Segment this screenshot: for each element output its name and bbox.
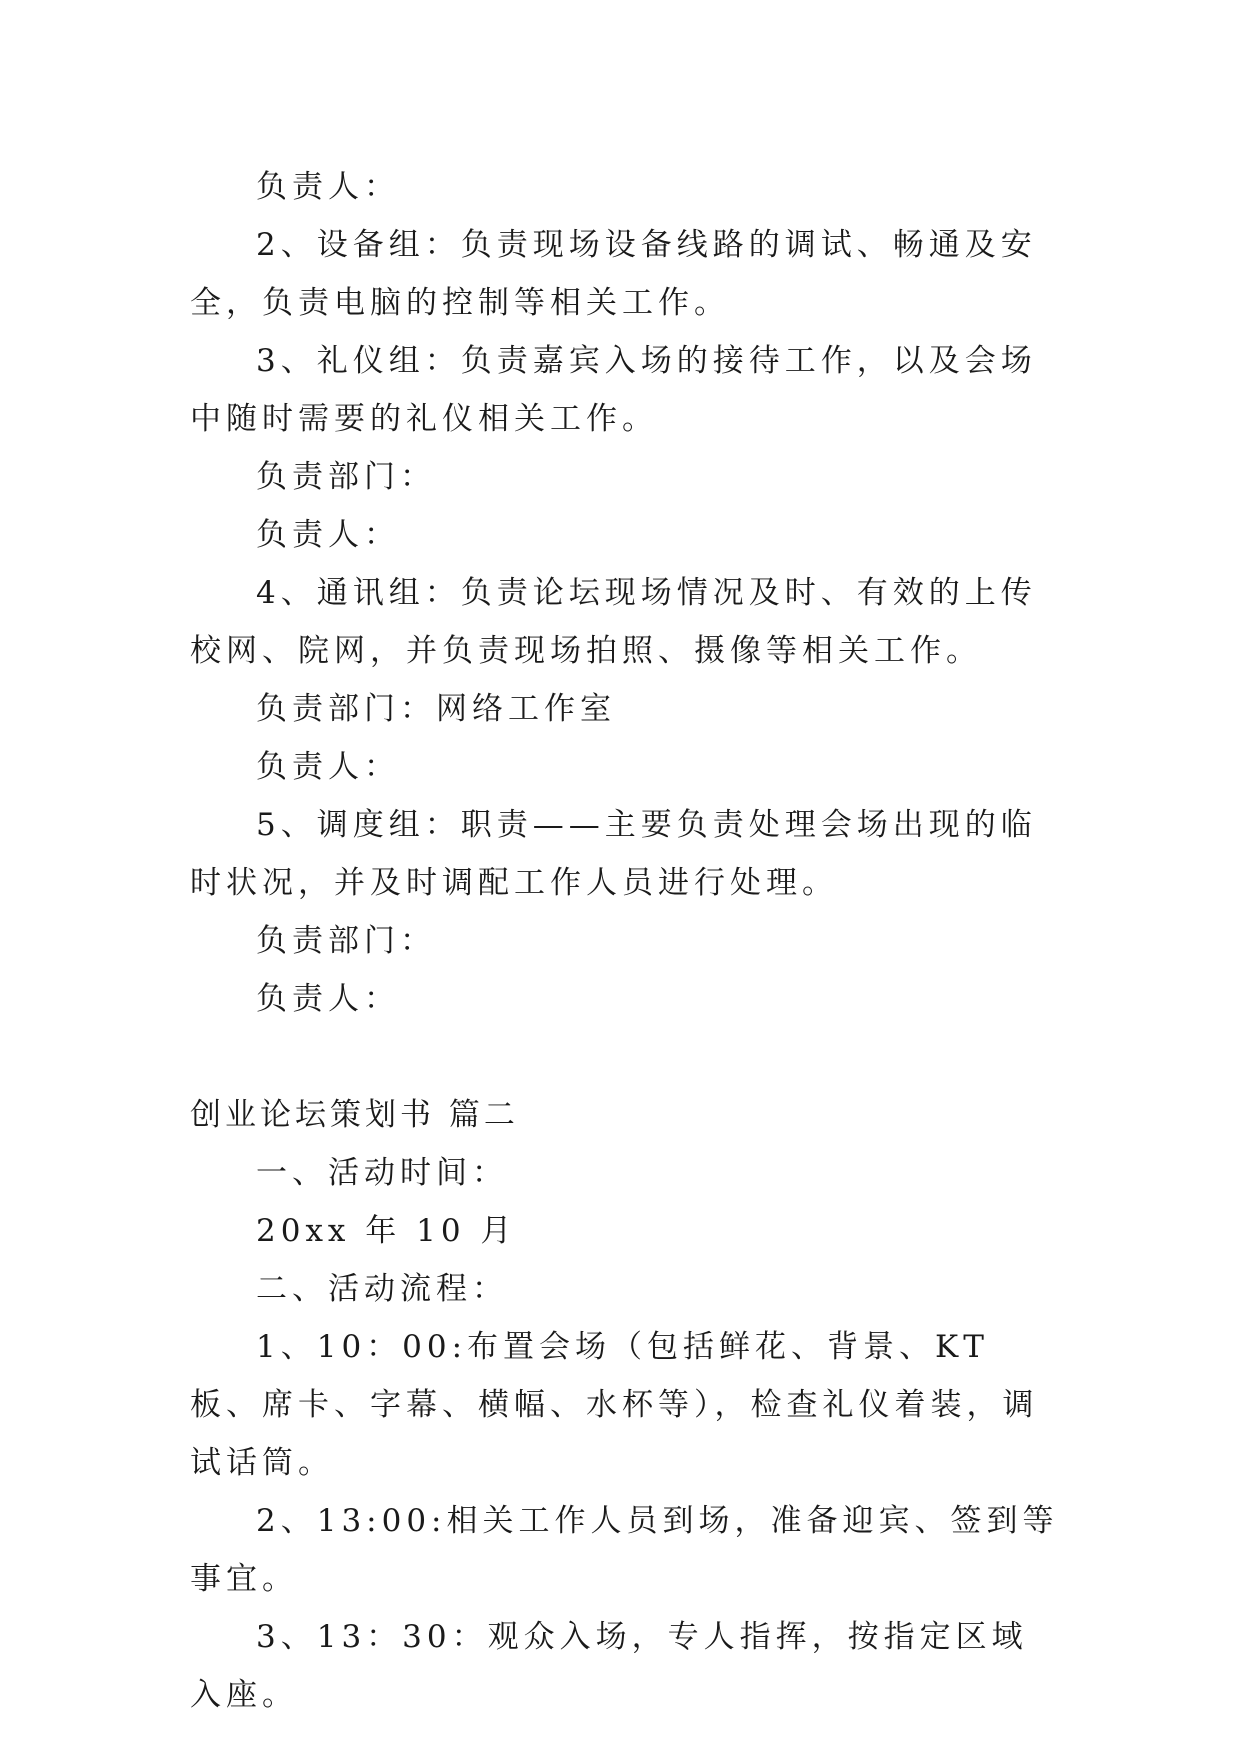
section-spacer	[190, 1028, 1060, 1086]
paragraph-responsible-department: 负责部门：	[256, 923, 436, 959]
paragraph-process-step-3: 3、13：30：观众入场，专人指挥，按指定区域入座。	[190, 1619, 1028, 1713]
paragraph-responsible-department: 负责部门：网络工作室	[256, 691, 616, 727]
paragraph-activity-process-heading: 二、活动流程：	[256, 1271, 508, 1307]
paragraph-activity-time: 20xx 年 10 月	[256, 1213, 517, 1249]
paragraph-dispatch-group: 5、调度组：职责——主要负责处理会场出现的临时状况，并及时调配工作人员进行处理。	[190, 807, 1037, 901]
paragraph-equipment-group: 2、设备组：负责现场设备线路的调试、畅通及安全，负责电脑的控制等相关工作。	[190, 227, 1037, 321]
paragraph-etiquette-group: 3、礼仪组：负责嘉宾入场的接待工作，以及会场中随时需要的礼仪相关工作。	[190, 343, 1037, 437]
paragraph-process-step-1: 1、10：00:布置会场（包括鲜花、背景、KT 板、席卡、字幕、横幅、水杯等），检查礼仪着装，调试话筒。	[190, 1329, 1039, 1481]
paragraph-activity-time-heading: 一、活动时间：	[256, 1155, 508, 1191]
paragraph-responsible-person: 负责人：	[256, 517, 400, 553]
paragraph-responsible-person: 负责人：	[256, 749, 400, 785]
document-body	[190, 158, 1060, 1724]
section-title: 创业论坛策划书 篇二	[190, 1097, 519, 1133]
paragraph-process-step-2: 2、13:00:相关工作人员到场，准备迎宾、签到等事宜。	[190, 1503, 1059, 1597]
paragraph-responsible-person: 负责人：	[256, 169, 400, 205]
paragraph-responsible-department: 负责部门：	[256, 459, 436, 495]
paragraph-communication-group: 4、通讯组：负责论坛现场情况及时、有效的上传校网、院网，并负责现场拍照、摄像等相关工作。	[190, 575, 1037, 669]
paragraph-responsible-person: 负责人：	[256, 981, 400, 1017]
